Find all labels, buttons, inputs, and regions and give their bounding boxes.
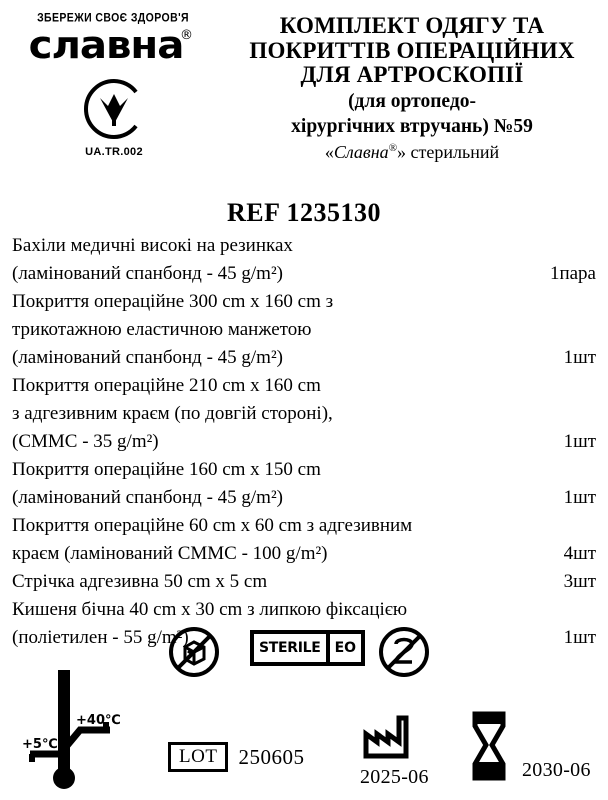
title-subtitle-2: хірургічних втручань) №59 [291,115,533,137]
contents-item [12,232,596,288]
contents-item [12,512,596,568]
brand-logo-text: славна [28,22,184,67]
quote-close: » [397,142,407,163]
item-line: (ламінований спанбонд - 45 g/m²) [12,263,283,284]
item-line: (поліетилен - 55 g/m²) [12,627,189,648]
item-line: з адгезивним краєм (по довгій стороні), [12,403,333,424]
expiry-date-block [466,710,591,784]
hourglass-use-by-date-icon [466,710,512,784]
item-line: Покриття операційне 300 cm х 160 cm з [12,291,334,312]
brand-wordmark [8,22,218,67]
item-quantity: 1пара [549,263,596,284]
no-damaged-package-symbol [168,626,220,683]
manufacture-date-value: 2025-06 [360,766,429,788]
brand-tagline: ЗБЕРЕЖИ СВОЄ ЗДОРОВ'Я [37,11,189,26]
item-line: трикотажною еластичною манжетою [12,319,312,340]
item-line: краєм (ламінований СММС - 100 g/m²) [12,543,328,564]
lot-label: LOT [168,742,228,772]
product-title-block [222,14,602,163]
item-line: Бахіли медичні високі на резинках [12,235,293,256]
sterile-word: стерильний [406,142,500,163]
temperature-limit-icon [18,664,130,792]
item-quantity: 1шт [563,487,596,508]
item-line: Покриття операційне 210 cm х 160 cm [12,375,321,396]
contents-item [12,372,596,456]
item-line: (ламінований спанбонд - 45 g/m²) [12,347,283,368]
certification-code: UA.TR.002 [85,146,143,158]
ref-number: REF 1235130 [226,198,382,227]
no-reuse-symbol [378,626,430,683]
contents-item [12,568,596,596]
brand-registered-icon: ® [388,142,398,155]
do-not-use-if-package-damaged-icon [168,626,220,678]
title-line-3: ДЛЯ АРТРОСКОПІЇ [300,62,524,88]
expiry-date-value: 2030-06 [522,759,591,781]
storage-temperature-symbol [18,664,130,797]
brand-logo-block [8,11,218,67]
temp-low-label: +5℃ [22,737,58,752]
item-line: Стрічка адгезивна 50 cm х 5 cm [12,571,268,592]
lot-number-block [168,742,304,772]
registered-trademark-icon: ® [179,27,193,43]
sterile-eo-symbol [250,630,365,666]
item-line: Покриття операційне 160 cm х 150 cm [12,459,321,480]
lot-value: 250605 [238,744,305,769]
item-quantity: 1шт [563,431,596,452]
contents-item [12,456,596,512]
item-quantity: 1шт [563,347,596,368]
manufacture-date-block [360,712,429,789]
package-contents-list [12,232,596,652]
item-line: (ламінований спанбонд - 45 g/m²) [12,487,283,508]
ukraine-conformity-trident-icon [83,78,145,140]
contents-item [12,288,596,372]
do-not-reuse-icon [378,626,430,678]
item-line: Покриття операційне 60 cm х 60 cm з адгезивним [12,515,413,536]
item-line: Кишеня бічна 40 cm х 30 cm з липкою фіксацією [12,599,408,620]
item-quantity: 1шт [563,627,596,648]
temp-high-label: +40℃ [76,713,121,728]
certification-mark-block [60,78,168,158]
item-quantity: 4шт [563,543,596,564]
title-line-2: ПОКРИТТІВ ОПЕРАЦІЙНИХ [249,37,575,63]
title-subtitle-1: (для ортопедо- [348,90,476,112]
sterile-label: STERILE [259,640,321,656]
label-header [0,0,608,196]
sterilization-method: EO [334,640,357,656]
title-line-1: КОМПЛЕКТ ОДЯГУ ТА [279,13,545,38]
quote-open: « [324,142,334,163]
item-quantity: 3шт [563,571,596,592]
brand-name-italic: Славна [333,142,389,163]
factory-manufacture-date-icon [360,712,424,760]
brand-sterile-line [222,142,602,163]
item-line: (СММС - 35 g/m²) [12,431,159,452]
